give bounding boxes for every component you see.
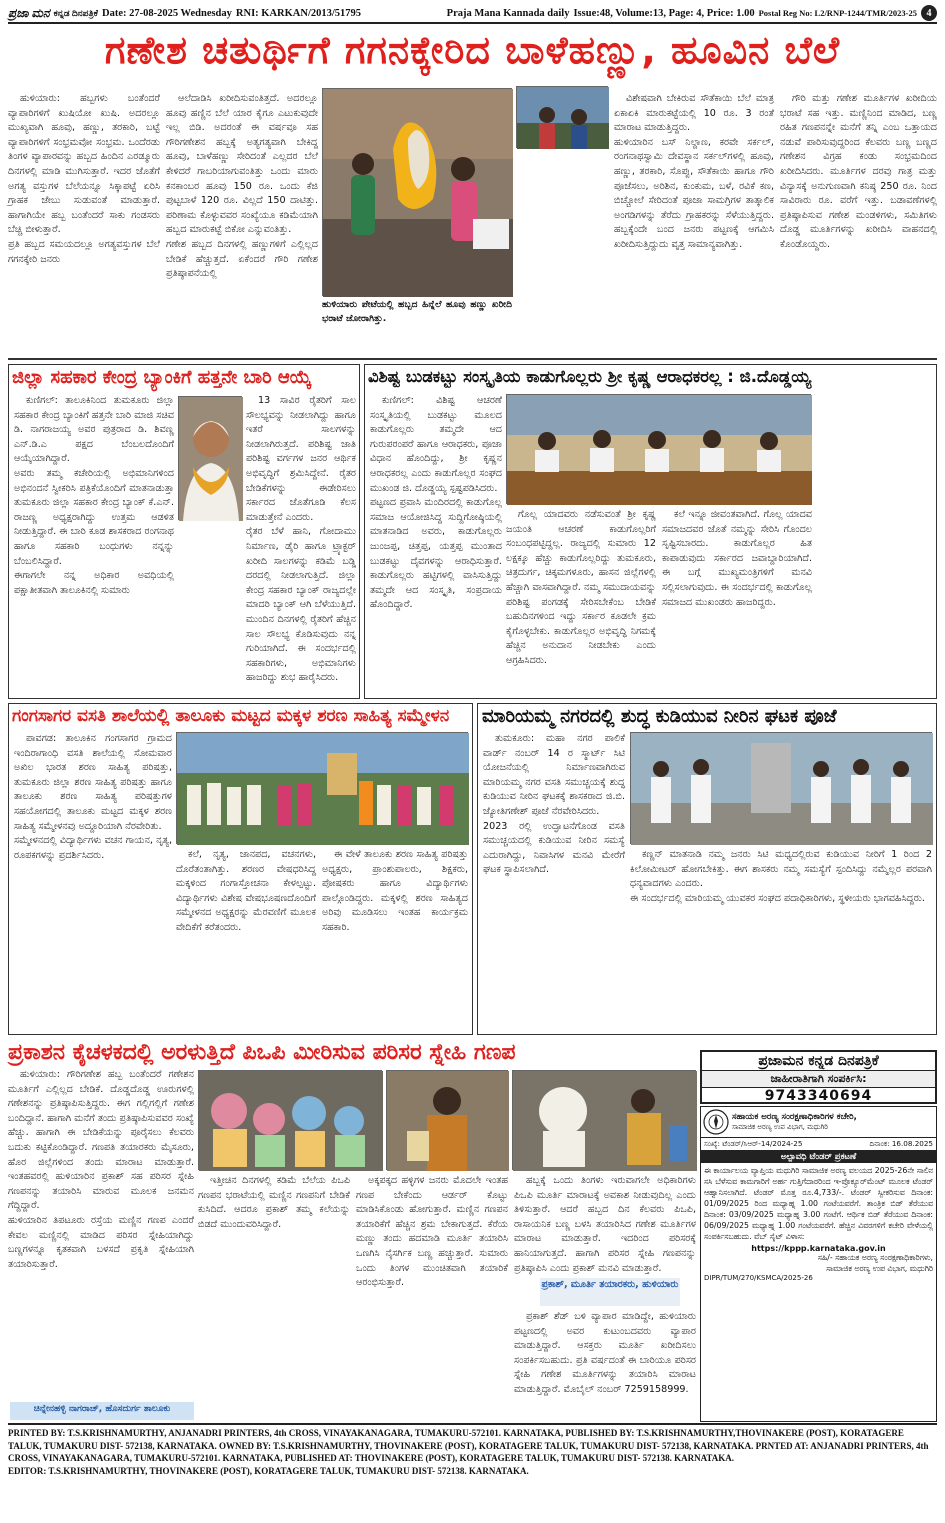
ganapa-story-text-3b: ಪ್ರಕಾಶ್ ಶೆಡ್ ಬಳಿ ವ್ಯಾಪಾರ ಮಾಡಿದ್ದೇ, ಹುಳಿಯಾರು ಪಟ್ಟಣದಲ್ಲಿ ಅವರ ಕುಟುಂಬದವರು ವ್ಯಾಪಾರ ಮಾಡುತ್ತಿದ್ದಾರೆ. ಆಸಕ್ತರು ಮೂರ್ತಿ ಖರೀದಿಸಲು ಸಂಪರ್ಕಿಸಬಹುದು. ಪ್ರತಿ ವರ್ಷದಂತೆ ಈ ಬಾರಿಯೂ ಪರಿಸರ ಸ್ನೇಹಿ ಗಣೇಶ ಮೂರ್ತಿಗಳನ್ನು ತಯಾರಿಸಿ ಮಾರಾಟ ಮಾಡುತ್ತಿದ್ದಾರೆ. ಮೊಬೈಲ್ ನಂಬರ್ 7259158999.	[514, 1311, 696, 1395]
sharana-story-text-3: ಈ ವೇಳೆ ತಾಲೂಕು ಶರಣ ಸಾಹಿತ್ಯ ಪರಿಷತ್ತು ಅಧ್ಯಕ್ಷರು, ಪ್ರಾಂಶುಪಾಲರು, ಶಿಕ್ಷಕರು, ಪೋಷಕರು ಹಾಗೂ ವಿದ್ಯಾರ್ಥಿಗಳು ಪಾಲ್ಗೊಂಡಿದ್ದರು. ಮಕ್ಕಳಲ್ಲಿ ಶರಣ ಸಾಹಿತ್ಯದ ಅರಿವು ಮೂಡಿಸಲು ಇಂತಹ ಕಾರ್ಯಕ್ರಮ ಸಹಕಾರಿ.	[322, 849, 468, 933]
paper-logo: ಪ್ರಜಾ ಮನ	[8, 5, 50, 20]
tender-sub: ಸಾಮಾಜಿಕ ಅರಣ್ಯ ಉಪ ವಿಭಾಗ, ಮಧುಗಿರಿ	[732, 1123, 828, 1131]
bank-story-text-1: ಕುಣಿಗಲ್: ತಾಲೂಕಿನಿಂದ ತುಮಕೂರು ಜಿಲ್ಲಾ ಸಹಕಾರ ಕೇಂದ್ರ ಬ್ಯಾಂಕಿಗೆ ಹತ್ತನೇ ಬಾರಿ ಮಾಜಿ ಸಚಿವ ಡಿ. ನಾಗರಾಜಯ್ಯ ಅವರ ಪುತ್ರರಾದ ಡಿ. ಶಿವಣ್ಣ ಎನ್.ಡಿ.ಎ ಪಕ್ಷದ ಬೆಂಬಲದೊಂದಿಗೆ ಆಯ್ಕೆಯಾಗಿದ್ದಾರೆ. ಅವರು ತಮ್ಮ ಕಚೇರಿಯಲ್ಲಿ ಅಭಿಮಾನಿಗಳಿಂದ ಅಭಿನಂದನೆ ಸ್ವೀಕರಿಸಿ ಪತ್ರಿಕೆಯೊಂದಿಗೆ ಮಾತನಾಡುತ್ತಾ ತುಮಕೂರು ಜಿಲ್ಲಾ ಸಹಕಾರ ಕೇಂದ್ರ ಬ್ಯಾಂಕ್ ಕೆ.ಎನ್. ರಾಜಣ್ಣ ಅಧ್ಯಕ್ಷರಾಗಿದ್ದು ಉತ್ತಮ ಆಡಳಿತ ನೀಡುತ್ತಿದ್ದಾರೆ. ಈ ಬಾರಿ ಕೂಡ ಶಾಸಕರಾದ ರಂಗನಾಥ ಹಾಗೂ ಸಹಕಾರಿ ಬಂಧುಗಳು ನನ್ನನ್ನು ಬೆಂಬಲಿಸಿದ್ದಾರೆ. ಈಗಾಗಲೇ ನನ್ನ ಅಧಿಕಾರ ಅವಧಿಯಲ್ಲಿ ಪಕ್ಷಾತೀತವಾಗಿ ತಾಲೂಕಿನಲ್ಲಿ ಸುಮಾರು	[14, 395, 174, 596]
sharana-story-text-2: ಕಲೆ, ನೃತ್ಯ, ಜಾನಪದ, ವಚನಗಳು, ದೊರೆತಂತಾಗಿತ್ತು. ಶರಣರ ವೇಷಧರಿಸಿದ್ದ ಮಕ್ಕಳಿಂದ ಗಂಗಾಸ್ತೋಚನಾ ಕೇಳಲ್ಪಟ್ಟು. ವಿದ್ಯಾರ್ಥಿಗಳು ವಿಶೇಷ ವೇಷಭೂಷಣದೊಂದಿಗೆ ಸಮ್ಮೇಳನದ ಅಧ್ಯಕ್ಷರನ್ನು ಮೆರವಣಿಗೆ ಮೂಲಕ ವೇದಿಕೆಗೆ ಕರೆತಂದರು.	[176, 849, 316, 933]
tender-org: ಸಹಾಯಕ ಅರಣ್ಯ ಸಂರಕ್ಷಣಾಧಿಕಾರಿಗಳ ಕಚೇರಿ,	[732, 1112, 857, 1122]
kadugolla-story-col-1	[370, 394, 502, 694]
water-story-col-2	[630, 848, 932, 1030]
top-story-text-3: ವಿಶೇಷವಾಗಿ ಬೇಕಿರುವ ಸೌತೆಕಾಯಿ ಬೆಲೆ ಮಾತ್ರ ಏಕಾಏಕಿ ಮಾರುಕಟ್ಟೆಯಲ್ಲಿ 10 ರೂ. 3 ರಂತೆ ಮಾರಾಟ ಮಾಡುತ್ತಿದ್ದರು. ಹುಳಿಯಾರಿನ ಬಸ್ ನಿಲ್ದಾಣ, ಕರವೇ ಸರ್ಕಲ್, ರಂಗನಾಥಸ್ವಾಮಿ ದೇವಸ್ಥಾನ ಸರ್ಕಲ್‌ಗಳಲ್ಲಿ ಹೂವು, ಹಣ್ಣು, ತರಕಾರಿ, ಸೊಪ್ಪು, ಸೌತೆಕಾಯಿ ಹಾಗೂ ಗೌರಿ ಪೂಜೆಸಲು, ಅರಿಶಿನ, ಕುಂಕುಮ, ಬಳೆ, ರವಿಕೆ ಕಣ, ಬಿಚ್ಚೋಲೆ ಸೇರಿದಂತೆ ಪೂಜಾ ಸಾಮಗ್ರಿಗಳ ತಾತ್ಕಾಲಿಕ ಅಂಗಡಿಗಳನ್ನು ತೆರೆದು ಗ್ರಾಹಕರನ್ನು ಸೆಳೆಯುತ್ತಿದ್ದರು. ಹಬ್ಬಕ್ಕೆಂದೇ ಬಂದ ಜನರು ಪಟ್ಟಣಕ್ಕೆ ಆಗಮಿಸಿ ಖರೀದಿಸುತ್ತಿದ್ದುದು ವೃತ್ತ ಸಾಮಾನ್ಯವಾಗಿತ್ತು.	[614, 93, 774, 250]
advertisement-box	[700, 1050, 937, 1104]
top-headline: ಗಣೇಶ ಚತುರ್ಥಿಗೆ ಗಗನಕ್ಕೇರಿದ ಬಾಳೆಹಣ್ಣು, ಹೂವಿನ ಬೆಲೆ	[104, 28, 841, 72]
editor-text: EDITOR: T.S.KRISHNAMURTHY, THOVINAKERE (POST), KORATAGERE TALUK, TUMAKURU DIST- 572138. KARNATAKA.	[8, 1465, 529, 1476]
tender-code: DIPR/TUM/270/KSMCA/2025-26	[704, 1274, 813, 1282]
kadugolla-story-col-3	[662, 508, 812, 694]
page-number: 4	[921, 5, 937, 21]
postal-reg: Postal Reg No: L2/RNP-1244/TMR/2023-25	[758, 8, 917, 18]
ganapa-caption-text: ಇತ್ತೀಚಿನ ದಿನಗಳಲ್ಲಿ ಕಡಿಮೆ ಬೆಲೆಯ ಪಿಒಪಿ ಗಣಪನ ಭರಾಟೆಯಲ್ಲಿ ಮಣ್ಣಿನ ಗಣಪನಿಗೆ ಬೇಡಿಕೆ ಕುಸಿದಿದೆ. ಆದರೂ ಪ್ರಕಾಶ್ ತಮ್ಮ ಕಲೆಯನ್ನು ಬಿಡದೆ ಮುಂದುವರಿಸಿದ್ದಾರೆ.	[198, 1175, 350, 1230]
ganapa-byline-2: ಪ್ರಕಾಶ್, ಮೂರ್ತಿ ತಯಾರಕರು, ಹುಳಿಯಾರು	[540, 1278, 680, 1306]
water-unit-photo-image	[631, 733, 933, 845]
water-unit-photo	[630, 732, 932, 844]
top-story-text-4: ಗೌರಿ ಮತ್ತು ಗಣೇಶ ಮೂರ್ತಿಗಳ ಖರೀದಿಯ ಭರಾಟೆ ಸಹ ಇತ್ತು. ಮಣ್ಣಿನಿಂದ ಮಾಡಿದ, ಬಣ್ಣ ರಹಿತ ಗಣಪನನ್ನೇ ಮನೆಗೆ ತನ್ನಿ ಎಂಬ ಒತ್ತಾಯದ ನಡುವೆ ಪಾರಿಸುವುದ್ದರಿಂದ ಕೆಲವರು ಬಣ್ಣ ಬಣ್ಣದ ಗಣೇಶನ ವಿಗ್ರಹ ಕಂಡು ಸಂಭ್ರಮದಿಂದ ಖರೀದಿಸಿದರು. ಮೂರ್ತಿಗಳ ದರವು ಗಾತ್ರ ಮತ್ತು ವಿನ್ಯಾಸಕ್ಕೆ ಅನುಗುಣವಾಗಿ ಕನಿಷ್ಠ 250 ರೂ. ನಿಂದ ಸಾವಿರಾರು ರೂ. ವರೆಗೆ ಇತ್ತು. ಬಡಾವಣೆಗಳಲ್ಲಿ ಪ್ರತಿಷ್ಠಾಪಿಸುವ ಗಣೇಶ ಮಂಡಳಿಗಳು, ಸಮಿತಿಗಳು ದೊಡ್ಡ ಮೂರ್ತಿಗಳನ್ನು ಖರೀದಿಸಿ ವಾಹನದಲ್ಲಿ ಕೊಂಡೊಯ್ದರು.	[780, 93, 937, 250]
imprint-footer	[8, 1423, 937, 1519]
tender-sign-2: ಸಾಮಾಜಿಕ ಅರಣ್ಯ ಉಪ ವಿಭಾಗ, ಮಧುಗಿರಿ	[826, 1263, 933, 1273]
idol-making-photo	[512, 1070, 696, 1170]
tender-number-date	[701, 1138, 936, 1151]
issue-date: Date: 27-08-2025 Wednesday	[102, 7, 232, 19]
flower-photo-image	[517, 87, 609, 149]
sharana-story-col-2	[176, 848, 316, 1030]
water-story-col-1	[483, 732, 625, 1030]
tender-notice	[700, 1106, 937, 1422]
ad-line-1: ಪ್ರಜಾಮನ ಕನ್ನಡ ದಿನಪತ್ರಿಕೆ	[758, 1053, 879, 1069]
kadugolla-story-text-2: ಗೊಲ್ಲ ಯಾದವರು ನಡೆಸುವಂತೆ ಶ್ರೀ ಕೃಷ್ಣ ಜಯಂತಿ ಆಚರಣೆ ಕಾಡುಗೊಲ್ಲರಿಗೆ ಸಂಬಂಧಪಟ್ಟಿದ್ದಲ್ಲ. ರಾಜ್ಯದಲ್ಲಿ ಸುಮಾರು 12 ಲಕ್ಷಕ್ಕೂ ಹೆಚ್ಚು ಕಾಡುಗೊಲ್ಲರಿದ್ದು ತುಮಕೂರು, ಚಿತ್ರದುರ್ಗ, ಚಿಕ್ಕಮಗಳೂರು, ಹಾಸನ ಜಿಲ್ಲೆಗಳಲ್ಲಿ ಹೆಚ್ಚಾಗಿ ವಾಸವಾಗಿದ್ದಾರೆ. ನಮ್ಮ ಸಮುದಾಯವನ್ನು ಪರಿಶಿಷ್ಟ ಪಂಗಡಕ್ಕೆ ಸೇರಿಸಬೇಕೆಂಬ ಬೇಡಿಕೆ ಬಹುದಿನಗಳಿಂದ ಇದ್ದು ಸರ್ಕಾರ ಕೂಡಲೇ ಕ್ರಮ ಕೈಗೊಳ್ಳಬೇಕು. ಕಾಡುಗೊಲ್ಲರ ಅಭಿವೃದ್ಧಿ ನಿಗಮಕ್ಕೆ ಹೆಚ್ಚಿನ ಅನುದಾನ ನೀಡಬೇಕು ಎಂದು ಆಗ್ರಹಿಸಿದರು.	[506, 509, 656, 666]
meeting-photo-image	[507, 395, 812, 505]
water-story-headline: ಮಾರಿಯಮ್ಮ ನಗರದಲ್ಲಿ ಶುದ್ಧ ಕುಡಿಯುವ ನೀರಿನ ಘಟಕ ಪೂಜೆ	[482, 706, 837, 727]
kadugolla-story-col-2	[506, 508, 656, 694]
artisan-photo	[386, 1070, 508, 1170]
tender-body: ಈ ಕಾರ್ಯಾಲಯ ವ್ಯಾಪ್ತಿಯ ಮಧುಗಿರಿ ಸಾಮಾಜಿಕ ಅರಣ್ಯ ವಲಯದ 2025-26ನೇ ಸಾಲಿನ ಸಸಿ ಬೆಳೆಸುವ ಕಾಮಗಾರಿಗೆ ಅರ್ಹ ಗುತ್ತಿಗೆದಾರರಿಂದ ಇ-ಪ್ರೊಕ್ಯೂರ್‌ಮೆಂಟ್ ಮೂಲಕ ಟೆಂಡರ್ ಆಹ್ವಾನಿಸಲಾಗಿದೆ. ಟೆಂಡರ್ ಮೊತ್ತ ರೂ.4,733/-. ಟೆಂಡರ್ ಸ್ವೀಕರಿಸುವ ದಿನಾಂಕ: 01/09/2025 ರಿಂದ ಮಧ್ಯಾಹ್ನ 1.00 ಗಂಟೆಯವರೆಗೆ. ತಾಂತ್ರಿಕ ಬಿಡ್ ತೆರೆಯುವ ದಿನಾಂಕ: 03/09/2025 ಮಧ್ಯಾಹ್ನ 3.00 ಗಂಟೆಗೆ. ಆರ್ಥಿಕ ಬಿಡ್ ತೆರೆಯುವ ದಿನಾಂಕ: 06/09/2025 ಮಧ್ಯಾಹ್ನ 1.00 ಗಂಟೆಯವರೆಗೆ. ಹೆಚ್ಚಿನ ವಿವರಗಳಿಗೆ ಕಚೇರಿ ವೇಳೆಯಲ್ಲಿ ಸಂಪರ್ಕಿಸಬಹುದು. ವೆಬ್ ಸೈಟ್ ವಿಳಾಸ:	[704, 1166, 933, 1241]
market-photo-caption: ಹುಳಿಯಾರು ಪೇಟೆಯಲ್ಲಿ ಹಬ್ಬದ ಹಿನ್ನೆಲೆ ಹೂವು ಹಣ್ಣು ಖರೀದಿ ಭರಾಟೆ ಜೋರಾಗಿತ್ತು.	[322, 299, 512, 324]
sharana-story-col-3	[322, 848, 468, 1030]
tender-header	[701, 1107, 936, 1138]
artisan-photo-image	[387, 1071, 509, 1171]
tender-number: ಸಂಖ್ಯೆ: ಟೆಂಡರ್/ಸಿಆರ್-14/2024-25	[704, 1139, 803, 1148]
ganapa-story-text-2: ಅಕ್ಕಪಕ್ಕದ ಹಳ್ಳಿಗಳ ಜನರು ಮೊದಲೇ ಇಂತಹ ಗಣಪ ಬೇಕೆಂದು ಆರ್ಡರ್ ಕೊಟ್ಟು ಮಾಡಿಸಿಕೊಂಡು ಹೋಗುತ್ತಾರೆ. ಮಣ್ಣಿನ ಗಣಪನ ತಯಾರಿಕೆಗೆ ಹೆಚ್ಚಿನ ಶ್ರಮ ಬೇಕಾಗುತ್ತದೆ. ಕೆರೆಯ ಮಣ್ಣು ತಂದು ಹದಮಾಡಿ ಮೂರ್ತಿ ತಯಾರಿಸಿ ಒಣಗಿಸಿ ನೈಸರ್ಗಿಕ ಬಣ್ಣ ಹಚ್ಚುತ್ತಾರೆ. ಸುಮಾರು ಒಂದು ತಿಂಗಳ ಮುಂಚಿತವಾಗಿ ತಯಾರಿಕೆ ಆರಂಭಿಸುತ್ತಾರೆ.	[356, 1175, 508, 1289]
ad-line-2: ಜಾಹೀರಾತಿಗಾಗಿ ಸಂಪರ್ಕಿಸಿ:	[702, 1070, 935, 1088]
bank-story-headline: ಜಿಲ್ಲಾ ಸಹಕಾರ ಕೇಂದ್ರ ಬ್ಯಾಂಕಿಗೆ ಹತ್ತನೇ ಬಾರಿ ಆಯ್ಕೆ	[12, 367, 312, 388]
portrait-photo	[178, 396, 242, 520]
bank-story-text-2: 13 ಸಾವಿರ ರೈತರಿಗೆ ಸಾಲ ಸೌಲಭ್ಯವನ್ನು ನೀಡಲಾಗಿದ್ದು ಹಾಗೂ ಇತರೆ ಸಾಲಗಳನ್ನು ನೀಡಲಾಗಿರುತ್ತದೆ. ಪರಿಶಿಷ್ಟ ಜಾತಿ ಪರಿಶಿಷ್ಟ ವರ್ಗಗಳ ಜನರ ಆರ್ಥಿಕ ಅಭಿವೃದ್ಧಿಗೆ ಶ್ರಮಿಸಿದ್ದೇನೆ. ರೈತರ ಬೇಡಿಕೆಗಳನ್ನು ಈಡೇರಿಸಲು ಸರ್ಕಾರದ ಜೊತೆಗೂಡಿ ಕೆಲಸ ಮಾಡುತ್ತೇನೆ ಎಂದರು. ರೈತರ ಬೆಳೆ ಹಾನಿ, ಗೋದಾಮು ನಿರ್ಮಾಣ, ಡೈರಿ ಹಾಗೂ ಟ್ರ್ಯಾಕ್ಟರ್ ಖರೀದಿ ಸಾಲಗಳನ್ನು ಕಡಿಮೆ ಬಡ್ಡಿ ದರದಲ್ಲಿ ನೀಡಲಾಗುತ್ತಿದೆ. ಜಿಲ್ಲಾ ಕೇಂದ್ರ ಸಹಕಾರ ಬ್ಯಾಂಕ್ ರಾಜ್ಯದಲ್ಲೇ ಮಾದರಿ ಬ್ಯಾಂಕ್ ಆಗಿ ಬೆಳೆಯುತ್ತಿದೆ. ಮುಂದಿನ ದಿನಗಳಲ್ಲಿ ರೈತರಿಗೆ ಹೆಚ್ಚಿನ ಸಾಲ ಸೌಲಭ್ಯ ಕೊಡಿಸುವುದು ನನ್ನ ಗುರಿಯಾಗಿದೆ. ಈ ಸಂದರ್ಭದಲ್ಲಿ ಸಹಕಾರಿಗಳು, ಅಭಿಮಾನಿಗಳು ಹಾಜರಿದ್ದು ಶುಭ ಹಾರೈಸಿದರು.	[246, 395, 356, 684]
top-story-col-2	[166, 92, 318, 354]
government-seal-icon	[703, 1109, 729, 1135]
flower-photo	[516, 86, 608, 148]
sharana-story-col-1	[14, 732, 172, 1030]
top-story-text-1: ಹುಳಿಯಾರು: ಹಬ್ಬಗಳು ಬಂತೆಂದರೆ ವ್ಯಾಪಾರಿಗಳಿಗೆ ಖುಷಿಯೋ ಖುಷಿ. ಅದರಲ್ಲೂ ಮುಖ್ಯವಾಗಿ ಹೂವು, ಹಣ್ಣು, ತರಕಾರಿ, ಬಟ್ಟೆ ವ್ಯಾಪಾರಿಗಳಿಗೆ ಸಂಭ್ರಮವೋ ಸಂಭ್ರಮ. ಒಂದೆರಡು ತಿಂಗಳ ವ್ಯಾಪಾರವನ್ನು ಹಬ್ಬದ ಹಿಂದಿನ ಎರಡ್ಮೂರು ದಿನಗಳಲ್ಲಿ ಮಾಡಿ ಮುಗಿಸುತ್ತಾರೆ. ಇದರ ಜೊತೆಗೆ ಅಗತ್ಯ ವಸ್ತುಗಳ ಬೆಲೆಯನ್ನೂ ಸಿಕ್ಕಾಪಟ್ಟೆ ಏರಿಸಿ ಗ್ರಾಹಕ ಜೇಬು ಸುಡುವಂತೆ ಮಾಡುತ್ತಾರೆ. ಹಾಗಾಗಿಯೇ ಹಬ್ಬ ಬಂತೆಂದರೆ ಸಾಕು ಗಂಡಸರು ಬೆಚ್ಚಿ ಬೀಳುತ್ತಾರೆ. ಪ್ರತಿ ಹಬ್ಬದ ಸಮಯದಲ್ಲೂ ಅಗತ್ಯವಸ್ತುಗಳ ಬೆಲೆ ಗಗನಕ್ಕೇರಿ ಜನರು	[8, 93, 160, 265]
market-photo	[322, 88, 512, 296]
kadugolla-story-text-3: ಕಲೆ ಇನ್ನೂ ಜೀವಂತವಾಗಿದೆ. ಗೊಲ್ಲ ಯಾದವ ಸಮಾಜದವರ ಜೊತೆ ನಮ್ಮನ್ನು ಸೇರಿಸಿ ಗೊಂದಲ ಸೃಷ್ಟಿಸಬಾರದು. ಕಾಡುಗೊಲ್ಲರ ಹಿತ ಕಾಪಾಡುವುದು ಸರ್ಕಾರದ ಜವಾಬ್ದಾರಿಯಾಗಿದೆ. ಈ ಬಗ್ಗೆ ಮುಖ್ಯಮಂತ್ರಿಗಳಿಗೆ ಮನವಿ ಸಲ್ಲಿಸಲಾಗುವುದು. ಈ ಸಂದರ್ಭದಲ್ಲಿ ಕಾಡುಗೊಲ್ಲ ಸಮಾಜದ ಮುಖಂಡರು ಹಾಜರಿದ್ದರು.	[662, 509, 812, 608]
bank-story-col-1	[14, 394, 174, 694]
top-story-col-1	[8, 92, 160, 354]
masthead	[8, 4, 937, 24]
market-photo-image	[323, 89, 513, 297]
imprint-text: PRINTED BY: T.S.KRISHNAMURTHY, ANJANADRI PRINTERS, 4th CROSS, VINAYAKANAGARA, TUMAKURU-572101. KARNATAKA, PUBLISHED BY: T.S.KRISHNAMURTHY,THOVINAKERE (POST), KORATAGERE TALUK, TUMAKURU DIST- 572138, KARNATAKA. OWNED BY: T.S.KRISHNAMURTHY, THOVINAKERE (POST), KORATAGERE TALUK, TUMAKURU DIST- 572138, KARNATAKA. PRNTED AT: ANJANADRI PRINTERS, 4th CROSS, VINAYAKANAGARA, TUMAKURU-572101. KARNATAKA, PUBLISHED AT: THOVINAKERE (POST), KORATAGERE TALUK, TUMAKURU DIST- 572138. KARNATAKA.	[8, 1428, 929, 1463]
paper-tagline: ಕನ್ನಡ ದಿನಪತ್ರಿಕೆ	[53, 7, 99, 18]
sharana-story-text-1: ಪಾವಗಡ: ತಾಲೂಕಿನ ಗಂಗಸಾಗರ ಗ್ರಾಮದ ಇಂದಿರಾಗಾಂಧಿ ವಸತಿ ಶಾಲೆಯಲ್ಲಿ ಸೋಮವಾರ ಅಖಿಲ ಭಾರತ ಶರಣ ಸಾಹಿತ್ಯ ಪರಿಷತ್ತು, ತುಮಕೂರು ಜಿಲ್ಲಾ ಶರಣ ಸಾಹಿತ್ಯ ಪರಿಷತ್ತು ಹಾಗೂ ತಾಲೂಕು ಶರಣ ಸಾಹಿತ್ಯ ಪರಿಷತ್ತುಗಳ ಸಹಯೋಗದಲ್ಲಿ ತಾಲೂಕು ಮಟ್ಟದ ಮಕ್ಕಳ ಶರಣ ಸಾಹಿತ್ಯ ಸಮ್ಮೇಳನವು ಅದ್ದೂರಿಯಾಗಿ ನೆರವೇರಿತು. ಸಮ್ಮೇಳನದಲ್ಲಿ ವಿದ್ಯಾರ್ಥಿಗಳು ವಚನ ಗಾಯನ, ನೃತ್ಯ, ರೂಪಕಗಳನ್ನು ಪ್ರದರ್ಶಿಸಿದರು.	[14, 733, 172, 861]
tender-date: ದಿನಾಂಕ: 16.08.2025	[869, 1139, 933, 1148]
tender-url: https://kppp.karnataka.gov.in	[751, 1244, 886, 1253]
kadugolla-story-text-1: ಕುಣಿಗಲ್: ವಿಶಿಷ್ಟ ಆಚರಣೆ ಸಂಸ್ಕೃತಿಯಲ್ಲಿ ಬುಡಕಟ್ಟು ಮೂಲದ ಕಾಡುಗೊಲ್ಲರು ತಮ್ಮದೇ ಆದ ಗುರುಪರಂಪರೆ ಹಾಗೂ ಆರಾಧಕರು, ಪೂಜಾ ವಿಧಾನ ಹೊಂದಿದ್ದು, ಶ್ರೀ ಕೃಷ್ಣನ ಆರಾಧಕರಲ್ಲ ಎಂದು ಕಾಡುಗೊಲ್ಲರ ಸಂಘದ ಮುಖಂಡ ಜಿ. ದೊಡ್ಡಯ್ಯ ಸ್ಪಷ್ಟಪಡಿಸಿದರು. ಪಟ್ಟಣದ ಪ್ರವಾಸಿ ಮಂದಿರದಲ್ಲಿ ಕಾಡುಗೊಲ್ಲ ಸಮಾಜ ಆಯೋಜಿಸಿದ್ದ ಸುದ್ದಿಗೋಷ್ಠಿಯಲ್ಲಿ ಮಾತನಾಡಿದ ಅವರು, ಕಾಡುಗೊಲ್ಲರು ಜುಂಜಪ್ಪ, ಚಿತ್ತಪ್ಪ, ಯತ್ತಪ್ಪ ಮುಂತಾದ ಬುಡಕಟ್ಟು ದೈವಗಳನ್ನು ಆರಾಧಿಸುತ್ತಾರೆ. ಕಾಡುಗೊಲ್ಲರು ಹಟ್ಟಿಗಳಲ್ಲಿ ವಾಸಿಸುತ್ತಿದ್ದು ತಮ್ಮದೇ ಆದ ಸಂಸ್ಕೃತಿ, ಸಂಪ್ರದಾಯ ಹೊಂದಿದ್ದಾರೆ.	[370, 395, 502, 611]
sammelana-photo-image	[177, 733, 469, 845]
ganapa-story-col-2a	[198, 1174, 350, 1420]
ganapa-story-col-2b	[356, 1174, 508, 1420]
tender-sign-1: ಸಹಿ/- ಸಹಾಯಕ ಅರಣ್ಯ ಸಂರಕ್ಷಣಾಧಿಕಾರಿಗಳು,	[817, 1253, 933, 1262]
idols-photo-image	[199, 1071, 383, 1171]
divider-1	[8, 358, 937, 360]
sammelana-photo	[176, 732, 468, 844]
water-story-text-2: ಕಣ್ಣನ್ ಮಾತನಾಡಿ ನಮ್ಮ ಜನರು ಸಿಟಿ ಮಧ್ಯದಲ್ಲಿರುವ ಕುಡಿಯುವ ನೀರಿಗೆ 1 ರಿಂದ 2 ಕಿಲೋಮೀಟರ್ ಹೋಗಬೇಕಿತ್ತು. ಈಗ ಶಾಸಕರು ನಮ್ಮ ಸಮಸ್ಯೆಗೆ ಸ್ಪಂದಿಸಿದ್ದು ನಮ್ಮೆಲ್ಲರ ಪರವಾಗಿ ಧನ್ಯವಾದಗಳು ಎಂದರು. ಈ ಸಂದರ್ಭದಲ್ಲಿ ಮಾರಿಯಮ್ಮ ಯುವಕರ ಸಂಘದ ಪದಾಧಿಕಾರಿಗಳು, ಸ್ಥಳೀಯರು ಭಾಗವಹಿಸಿದ್ದರು.	[630, 849, 932, 904]
paper-name: Praja Mana Kannada daily	[446, 7, 570, 19]
rni-number: RNI: KARKAN/2013/51795	[235, 7, 362, 19]
meeting-photo	[506, 394, 811, 504]
top-story-col-3	[614, 92, 774, 354]
bank-story-col-2	[246, 394, 356, 684]
water-story-text-1: ತುಮಕೂರು: ಮಹಾ ನಗರ ಪಾಲಿಕೆ ವಾರ್ಡ್ ನಂಬರ್ 14 ರ ಸ್ಮಾರ್ಟ್ ಸಿಟಿ ಯೋಜನೆಯಲ್ಲಿ ನಿರ್ಮಾಣವಾಗಿರುವ ಮಾರಿಯಮ್ಮ ನಗರ ವಸತಿ ಸಮುಚ್ಚಯಕ್ಕೆ ಶುದ್ಧ ಕುಡಿಯುವ ನೀರಿನ ಘಟಕಕ್ಕೆ ಶಾಸಕರಾದ ಜಿ.ಬಿ. ಜ್ಯೋತಿಗಣೇಶ್ ಪೂಜೆ ನೆರವೇರಿಸಿದರು. 2023 ರಲ್ಲಿ ಉದ್ಘಾಟನೆಗೊಂಡ ವಸತಿ ಸಮುಚ್ಚಯದಲ್ಲಿ ಕುಡಿಯುವ ನೀರಿನ ಸಮಸ್ಯೆ ಎದುರಾಗಿದ್ದು, ನಿವಾಸಿಗಳ ಮನವಿ ಮೇರೆಗೆ ಘಟಕ ಸ್ಥಾಪಿಸಲಾಗಿದೆ.	[483, 733, 625, 876]
top-story-text-2: ಆಲೆದಾಡಿಸಿ ಖರೀದಿಸುವಂತಿತ್ತದೆ. ಅದರಲ್ಲೂ ಹೂವು ಹಣ್ಣಿನ ಬೆಲೆ ಯಾರ ಕೈಗೂ ಎಟುಕುವುದೇ ಇಲ್ಲ ಬಿಡಿ. ಅದರಂತೆ ಈ ವರ್ಷವೂ ಸಹ ಗೌರಿಗಣೇಶನ ಹಬ್ಬಕ್ಕೆ ಅತ್ಯಗತ್ಯವಾಗಿ ಬೇಕಿದ್ದ ಹೂವು, ಬಾಳೆಹಣ್ಣು ಸೇರಿದಂತೆ ಎಲ್ಲದರ ಬೆಲೆ ಕೇಳಿದರೆ ಗಾಬರಿಯಾಗುವಂತಿತ್ತು ಒಂದು ಮಾರು ಕನಕಾಂಬರ ಹೂವು 150 ರೂ. ಒಂದು ಕೆಜಿ ಪುಟ್ಟಬಾಳೆ 120 ರೂ. ವಿಲ್ಲದೆ 150 ದಾಟಿತ್ತು. ಪರಿಣಾಮ ಕೊಳ್ಳುವವರ ಸಂಖ್ಯೆಯೂ ಕಡಿಮೆಯಾಗಿ ಹಬ್ಬದ ಮಾರುಕಟ್ಟೆ ಬಿಕೋ ಎನ್ನುವಂತಿತ್ತು. ಗಣೇಶ ಹಬ್ಬದ ದಿನಗಳಲ್ಲಿ ಹಣ್ಣುಗಳಿಗೆ ಎಲ್ಲಿಲ್ಲದ ಬೇಡಿಕೆ ಹೆಚ್ಚುತ್ತದೆ. ಏಕೆಂದರೆ ಗೌರಿ ಗಣೇಶ ಪ್ರತಿಷ್ಠಾಪನೆಯಲ್ಲಿ	[166, 93, 318, 280]
tender-band: ಅಲ್ಪಾವಧಿ ಟೆಂಡರ್ ಪ್ರಕಟಣೆ	[701, 1151, 936, 1163]
ganapa-story-col-1	[8, 1068, 194, 1400]
idols-photo	[198, 1070, 382, 1170]
kadugolla-story-headline: ವಿಶಿಷ್ಟ ಬುಡಕಟ್ಟು ಸಂಸ್ಕೃತಿಯ ಕಾಡುಗೊಲ್ಲರು ಶ್ರೀ ಕೃಷ್ಣ ಆರಾಧಕರಲ್ಲ : ಜಿ.ದೊಡ್ಡಯ್ಯ	[368, 367, 812, 386]
ganapa-story-text-3: ಹಬ್ಬಕ್ಕೆ ಒಂದು ತಿಂಗಳು ಇರುವಾಗಲೇ ಅಧಿಕಾರಿಗಳು ಪಿಒಪಿ ಮೂರ್ತಿ ಮಾರಾಟಕ್ಕೆ ಅವಕಾಶ ನೀಡುವುದಿಲ್ಲ ಎಂದು ತಿಳಿಸುತ್ತಾರೆ. ಆದರೆ ಹಬ್ಬದ ದಿನ ಕೆಲವರು ಪಿಒಪಿ, ರಾಸಾಯನಿಕ ಬಣ್ಣ ಬಳಸಿ ತಯಾರಿಸಿದ ಗಣೇಶ ಮೂರ್ತಿಗಳ ಮಾರಾಟ ಮಾಡುತ್ತಾರೆ. ಇದರಿಂದ ಪರಿಸರಕ್ಕೆ ಹಾನಿಯಾಗುತ್ತದೆ. ಹಾಗಾಗಿ ಪರಿಸರ ಸ್ನೇಹಿ ಗಣಪನನ್ನು ಪ್ರತಿಷ್ಠಾಪಿಸಿ ಎಂದು ಪ್ರಕಾಶ್ ಮನವಿ ಮಾಡುತ್ತಾರೆ.	[514, 1175, 696, 1274]
ganapa-byline-1: ಚಿನ್ನೇನಹಳ್ಳಿ ನಾಗರಾಜ್, ಹೊಸದುರ್ಗ ತಾಲೂಕು	[10, 1402, 194, 1420]
idol-making-photo-image	[513, 1071, 697, 1171]
sharana-story-headline: ಗಂಗಸಾಗರ ವಸತಿ ಶಾಲೆಯಲ್ಲಿ ತಾಲೂಕು ಮಟ್ಟದ ಮಕ್ಕಳ ಶರಣ ಸಾಹಿತ್ಯ ಸಮ್ಮೇಳನ	[12, 706, 450, 726]
ganapa-story-headline: ಪ್ರಕಾಶನ ಕೈಚಳಕದಲ್ಲಿ ಅರಳುತ್ತಿದೆ ಪಿಒಪಿ ಮೀರಿಸುವ ಪರಿಸರ ಸ್ನೇಹಿ ಗಣಪ	[8, 1040, 516, 1065]
ganapa-story-text-1: ಹುಳಿಯಾರು: ಗೌರಿಗಣೇಶ ಹಬ್ಬ ಬಂತೆಂದರೆ ಗಣೇಶನ ಮೂರ್ತಿಗೆ ಎಲ್ಲಿಲ್ಲದ ಬೇಡಿಕೆ. ದೊಡ್ಡದೊಡ್ಡ ಊರುಗಳಲ್ಲಿ ಗಣೇಶನನ್ನು ಪ್ರತಿಷ್ಠಾಪಿಸುತ್ತಿದ್ದರು. ಈಗ ಗಲ್ಲಿಗಲ್ಲಿಗೆ ಗಣೇಶ ಬಂದಿದ್ದಾನೆ. ಹಾಗಾಗಿ ಮನೆಗೆ ತಂದು ಪ್ರತಿಷ್ಠಾಪಿಸುವವರ ಸಂಖ್ಯೆ ಹೆಚ್ಚು. ಹಾಗಾಗಿ ಈ ಬೇಡಿಕೆಯನ್ನು ಪೂರೈಸಲು ಕೆಲವರು ಬದುಕು ಕಟ್ಟಿಕೊಂಡಿದ್ದಾರೆ. ಗಣಪತಿ ತಯಾರಕರು ಮೈಸೂರು, ಹೊರ ಜಿಲ್ಲೆಗಳಿಂದ ತಂದು ಮಾರಾಟ ಮಾಡುತ್ತಾರೆ. ಇಂತಹವರಲ್ಲಿ ಹುಳಿಯಾರಿನ ಪ್ರಕಾಶ್ ಸಹ ಪರಿಸರ ಸ್ನೇಹಿ ಗಣಪನನ್ನು ತಯಾರಿಸಿ ಮಾರುವ ಮೂಲಕ ಜನಮನ ಗೆದ್ದಿದ್ದಾರೆ. ಹುಳಿಯಾರಿನ ತಿಪಟೂರು ರಸ್ತೆಯ ಮಣ್ಣಿನ ಗಣಪ ಎಂದರೆ ಕೇವಲ ಮಣ್ಣಿನಲ್ಲಿ ಮಾಡಿದ ಪರಿಸರ ಸ್ನೇಹಿಯಾಗಿದ್ದು ಬಣ್ಣಗಳನ್ನೂ ಕೃತಕವಾಗಿ ಬಳಸದೆ ಪ್ರಕೃತಿ ಸ್ನೇಹಿಯಾಗಿ ತಯಾರಿಸುತ್ತಾರೆ.	[8, 1069, 194, 1270]
issue-info: Issue:48, Volume:13, Page: 4, Price: 1.00	[573, 7, 755, 19]
ganapa-story-col-3	[514, 1174, 696, 1274]
top-story-col-4	[780, 92, 937, 354]
portrait-image	[179, 397, 243, 521]
ad-phone: 9743340694	[764, 1088, 873, 1104]
ganapa-story-col-3b	[514, 1310, 696, 1420]
